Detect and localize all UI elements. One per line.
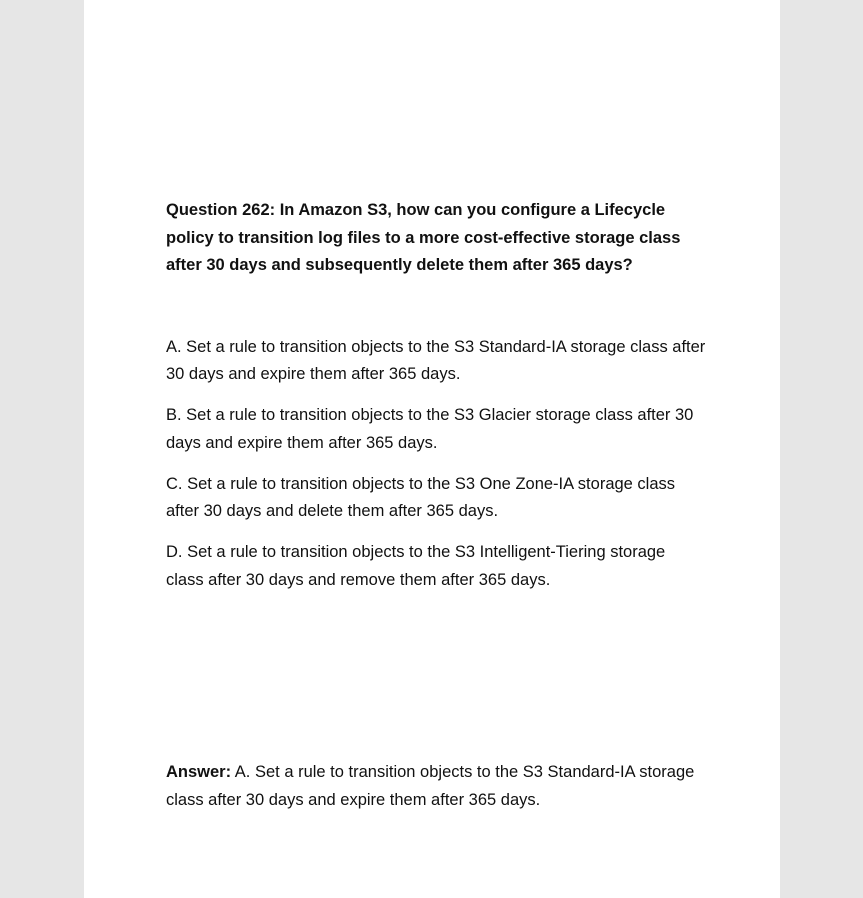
option-d: D. Set a rule to transition objects to the S3 Intelligent-Tiering storage class after 30 days and remove them after 365 days.	[166, 543, 666, 589]
options-list	[166, 334, 706, 595]
document-page	[84, 0, 780, 898]
answer-label: Answer:	[166, 763, 232, 781]
option-a: A. Set a rule to transition objects to the S3 Standard-IA storage class after 30 days and expire them after 365 days.	[166, 337, 706, 383]
answer-block	[166, 759, 706, 814]
option-b: B. Set a rule to transition objects to the S3 Glacier storage class after 30 days and expire them after 365 days.	[166, 406, 694, 452]
option-c: C. Set a rule to transition objects to the S3 One Zone-IA storage class after 30 days and delete them after 365 days.	[166, 474, 676, 520]
question-text: Question 262: In Amazon S3, how can you configure a Lifecycle policy to transition log files to a more cost-effective storage class after 30 days and subsequently delete them after 365 days?	[166, 201, 681, 274]
question-block	[166, 197, 706, 608]
answer-text: A. Set a rule to transition objects to the S3 Standard-IA storage class after 30 days and expire them after 365 days.	[166, 763, 695, 809]
